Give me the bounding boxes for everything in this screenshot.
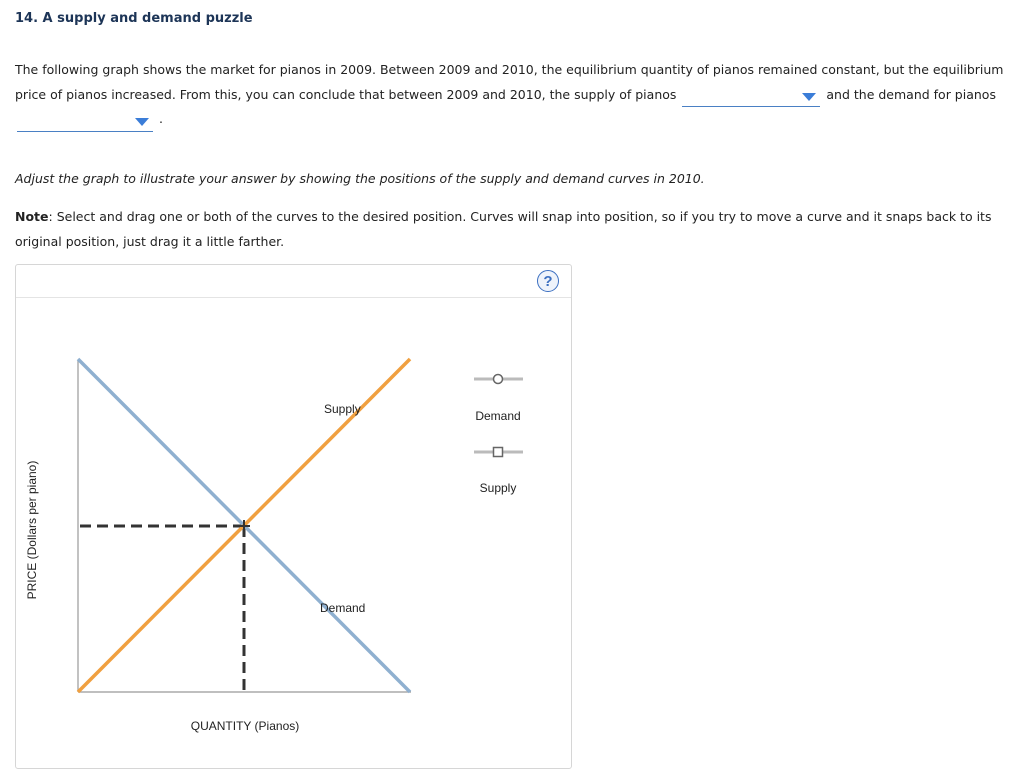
note-text: : Select and drag one or both of the curves to the desired position. Curves will snap into position, so if you try to move a curve and it snaps back to its original position, just drag it a little farther.: [15, 209, 992, 249]
y-axis-label: PRICE (Dollars per piano): [25, 460, 39, 600]
demand-palette-label: Demand: [475, 409, 521, 423]
chevron-down-icon: [802, 93, 816, 101]
note-block: [15, 204, 1005, 254]
supply-curve-label: Supply: [324, 402, 361, 416]
demand-change-dropdown[interactable]: [17, 112, 153, 132]
demand-palette-tool[interactable]: [474, 375, 523, 424]
paragraph-text-2: and the demand for pianos: [826, 86, 996, 102]
help-icon[interactable]: ?: [537, 270, 559, 292]
graph-svg: [16, 265, 571, 768]
chevron-down-icon: [135, 118, 149, 126]
demand-curve-label: Demand: [320, 601, 366, 615]
paragraph-end: .: [158, 111, 163, 126]
paragraph-text-1: The following graph shows the market for pianos in 2009. Between 2009 and 2010, the equilibrium quantity of pianos remained constant, but the equilibrium price of pianos increased. From this, you can conclude that between 2009 and 2010, the supply of pianos: [15, 62, 1004, 102]
x-axis-label: QUANTITY (Pianos): [190, 719, 300, 733]
instruction-text: Adjust the graph to illustrate your answer by showing the positions of the supply and demand curves in 2010.: [15, 171, 705, 186]
supply-tool-square-icon: [494, 448, 503, 457]
supply-palette-tool[interactable]: [474, 448, 523, 496]
supply-change-dropdown[interactable]: [682, 87, 820, 107]
supply-palette-label: Supply: [479, 481, 517, 495]
demand-tool-circle-icon: [494, 375, 503, 384]
question-title: 14. A supply and demand puzzle: [15, 11, 253, 26]
graph-panel: [15, 264, 572, 769]
question-paragraph: [15, 58, 1005, 132]
note-label: Note: [15, 209, 49, 224]
